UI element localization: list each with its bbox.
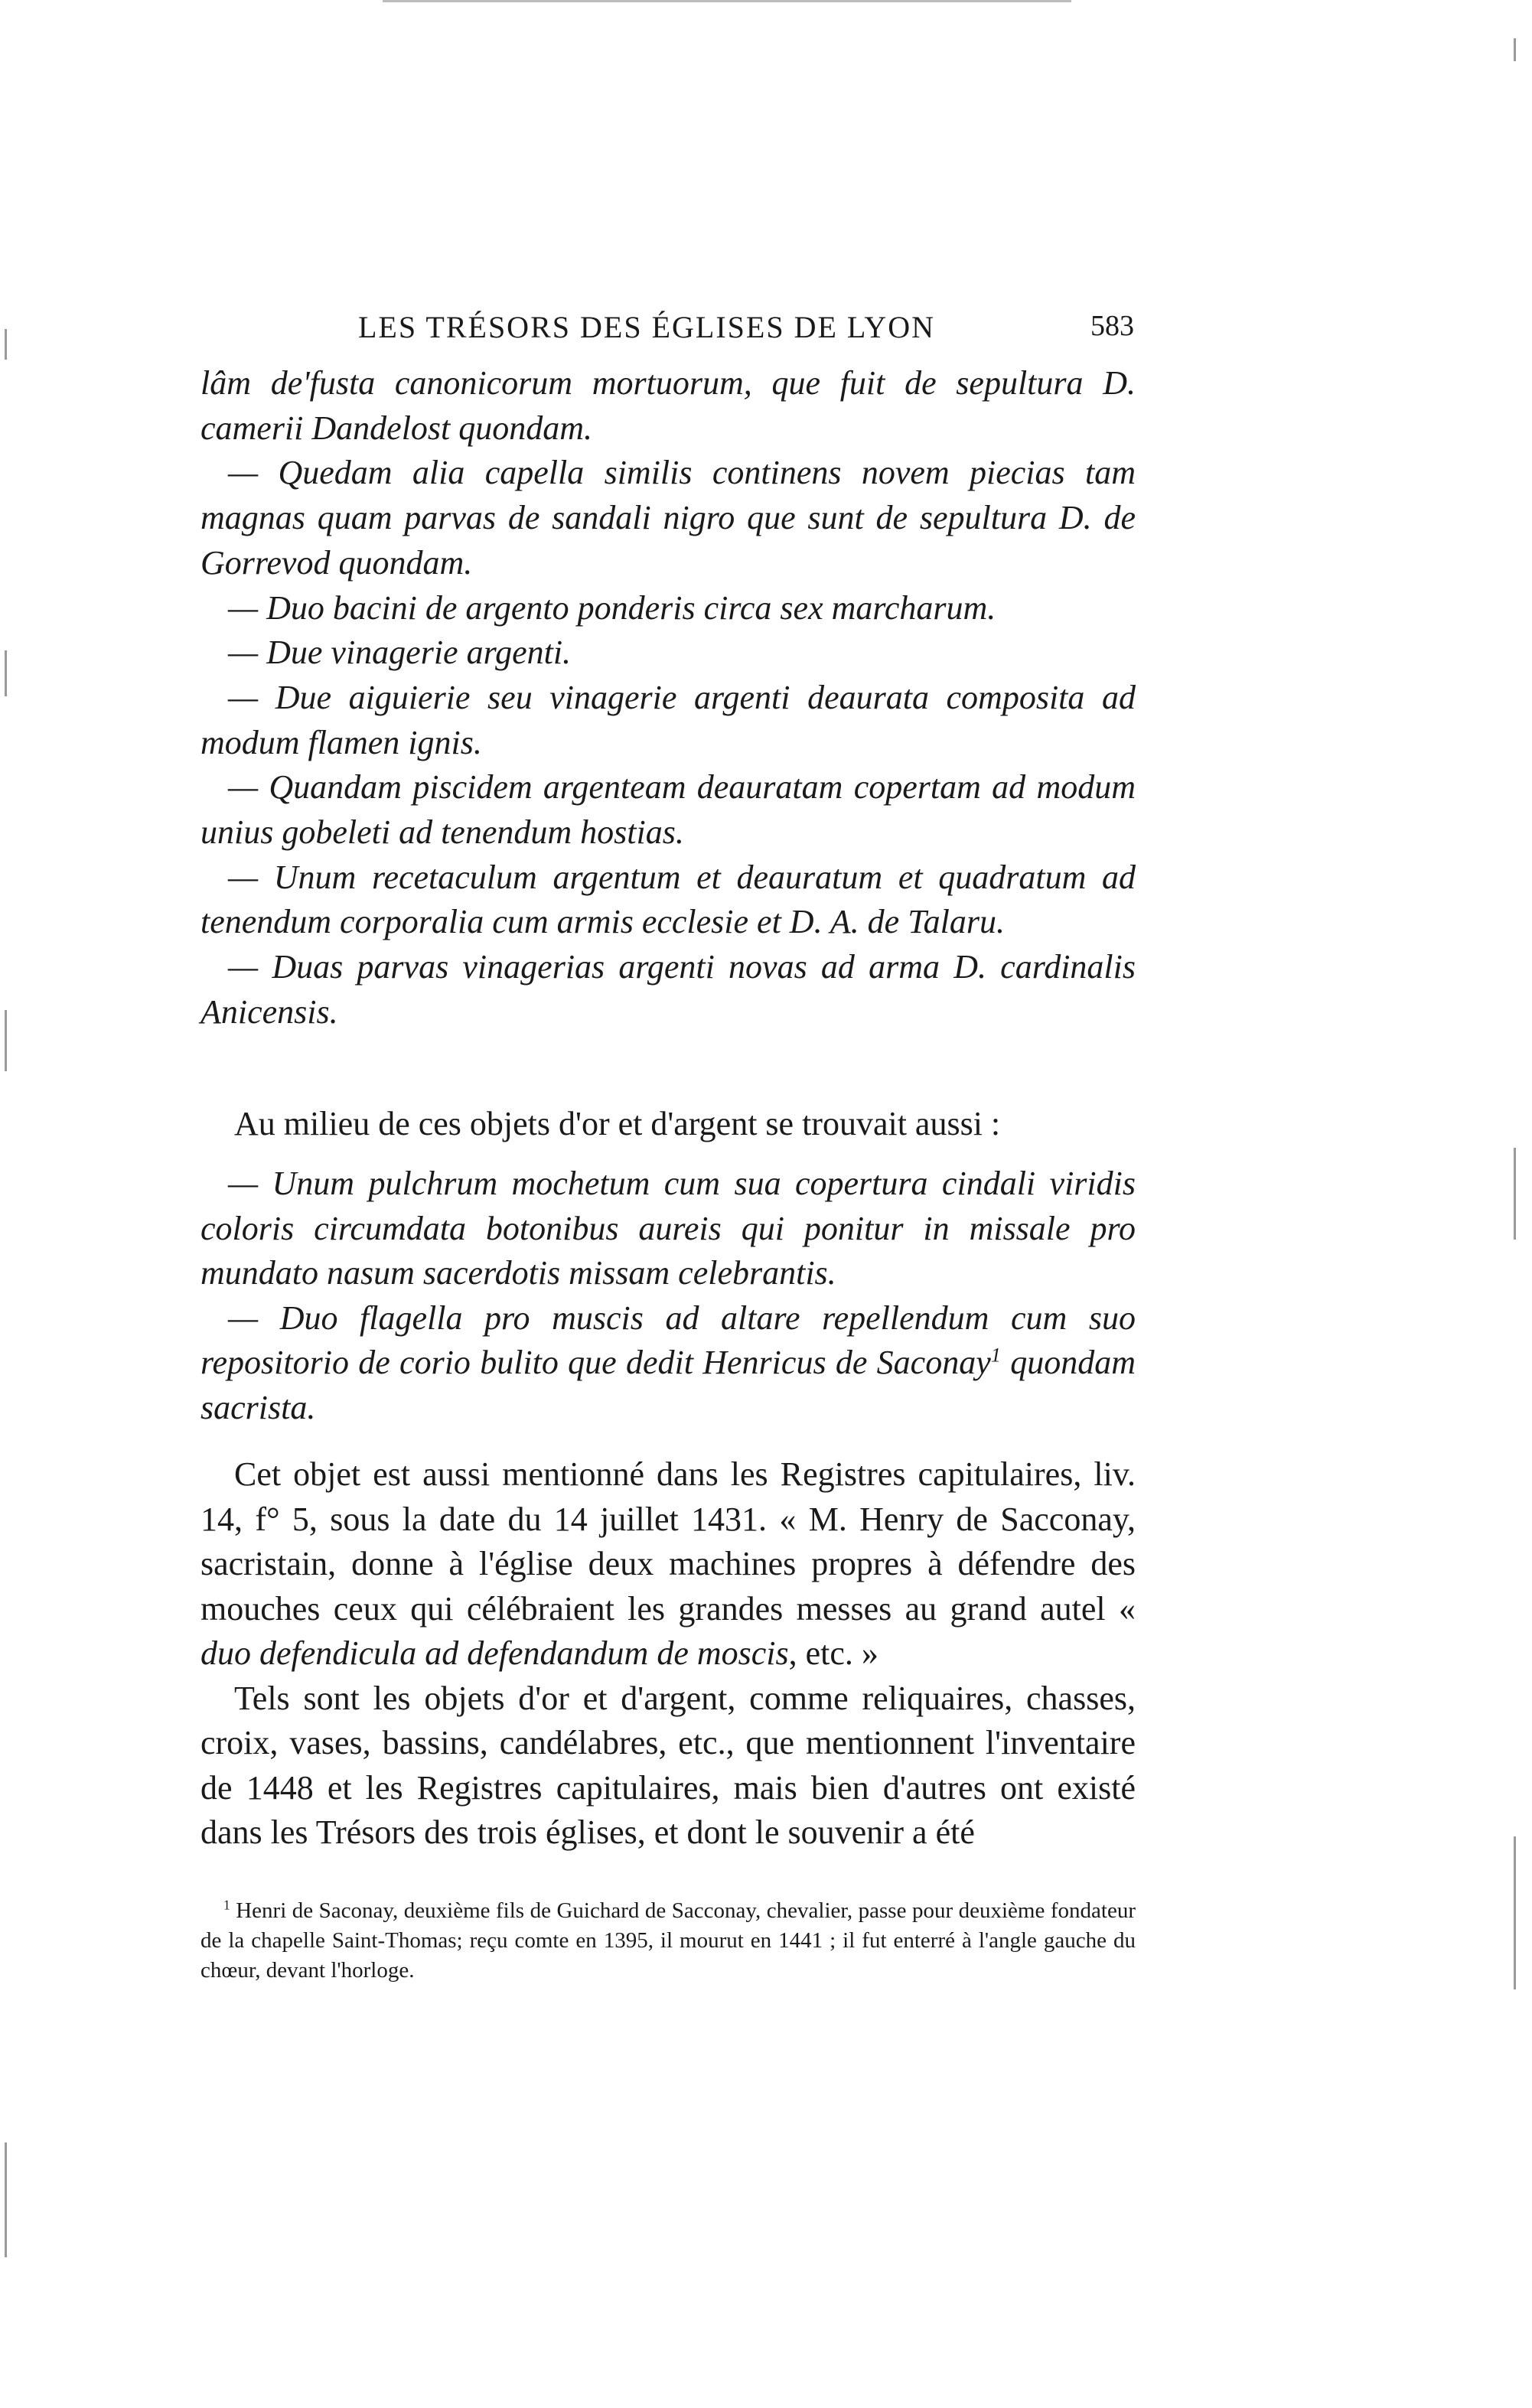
french-body [200,1452,1136,1856]
scan-edge-mark [5,2142,7,2257]
body-paragraph: Tels sont les objets d'or et d'argent, comme reliquaires, chasses, croix, vases, bassins, candélabres, etc., que mentionnent l'inventaire de 1448 et les Registres capitulaires, mais bien d'autres ont existé dans les Trésors des trois églises, et dont le souvenir a été [200,1679,1136,1851]
latin-item: — Unum recetaculum argentum et deauratum et quadratum ad tenendum corporalia cum armis ecclesie et D. A. de Talaru. [200,858,1136,941]
scan-edge-mark [1514,1148,1516,1240]
latin-inventory-list [200,361,1136,1035]
french-intro-paragraph: Au milieu de ces objets d'or et d'argent se trouvait aussi : [234,1105,1001,1142]
scan-edge-mark [1514,38,1516,61]
latin-item: — Duo bacini de argento ponderis circa sex marcharum. [228,588,996,627]
running-title: LES TRÉSORS DES ÉGLISES DE LYON [358,310,935,344]
body-paragraph [200,1452,1136,1676]
latin-quote: duo defendicula ad defendandum de moscis [200,1634,789,1672]
latin-item: — Due vinagerie argenti. [228,634,572,672]
latin-item [200,1296,1136,1431]
latin-item: — Unum pulchrum mochetum cum sua copertura cindali viridis coloris circumdata botonibus aureis qui ponitur in missale pro mundato nasum sacerdotis missam celebrantis. [200,1165,1136,1292]
scan-border-line [383,0,1071,2]
scan-edge-mark [5,650,7,696]
footnote [200,1896,1136,1986]
scan-edge-mark [5,1010,7,1071]
footnote-text: Henri de Saconay, deuxième fils de Guichard de Sacconay, chevalier, passe pour deuxième fondateur de la chapelle Saint-Thomas; reçu comte en 1395, il mourut en 1441 ; il fut enterré à l'angle gauche du chœur, devant l'horloge. [200,1898,1136,1983]
scan-edge-mark [5,329,7,360]
footnote-reference: 1 [990,1343,1001,1367]
latin-item-text: quondam sacrista. [200,1344,1136,1426]
paragraph-text: Cet objet est aussi mentionné dans les Registres capitulaires, liv. 14, f° 5, sous la date du 14 juillet 1431. « M. Henry de Sacconay, sacristain, donne à l'église deux machines propres à défendre des mouches ceux qui célébraient les grandes messes au grand autel « [200,1455,1136,1628]
footnote-marker: 1 [223,1897,230,1913]
latin-item: — Quandam piscidem argenteam deauratam copertam ad modum unius gobeleti ad tenendum hostias. [200,768,1136,852]
latin-item: — Quedam alia capella similis continens novem piecias tam magnas quam parvas de sandali nigro que sunt de sepultura D. de Gorrevod quondam. [200,454,1136,582]
latin-item: — Due aiguierie seu vinagerie argenti deaurata composita ad modum flamen ignis. [200,678,1136,761]
latin-item-text: — Duo flagella pro muscis ad altare repellendum cum suo repositorio de corio bulito que dedit Henricus de Saconay [200,1298,1136,1381]
page-number: 583 [1090,310,1134,342]
latin-item: lâm de'fusta canonicorum mortuorum, que fuit de sepultura D. camerii Dandelost quondam. [200,364,1136,447]
running-header [197,309,1134,355]
scan-edge-mark [1514,1836,1516,1989]
latin-item: — Duas parvas vinagerias argenti novas ad arma D. cardinalis Anicensis. [200,948,1136,1031]
paragraph-text: , etc. » [788,1634,878,1672]
latin-inventory-list-2 [200,1162,1136,1430]
